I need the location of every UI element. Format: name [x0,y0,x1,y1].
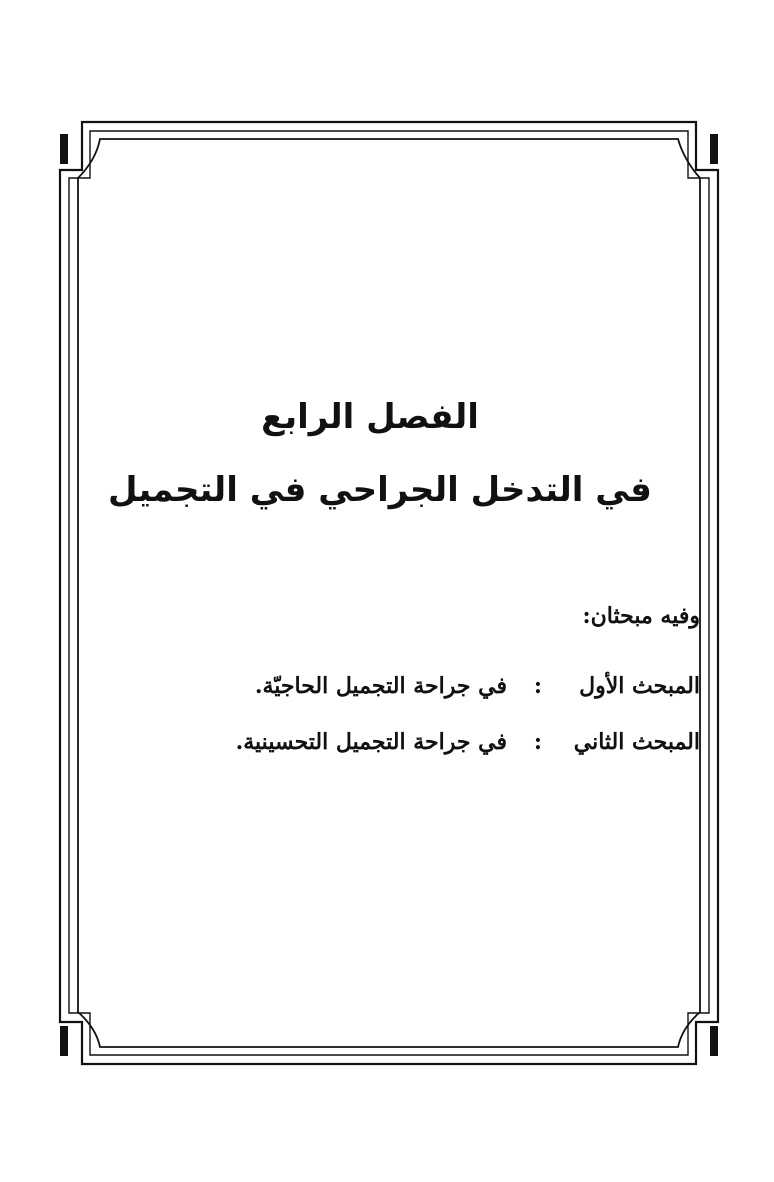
chapter-title: الفصل الرابع [261,397,479,437]
section-item-first [100,664,700,708]
sections-intro: وفيه مبحثان: [582,603,700,629]
chapter-content [100,0,700,1182]
chapter-subtitle: في التدخل الجراحي في التجميل [108,470,652,510]
section-separator: : [533,729,542,755]
section-separator: : [533,673,542,699]
section-title: في جراحة التجميل الحاجيّة. [254,673,507,699]
section-item-second [100,720,700,764]
section-title: في جراحة التجميل التحسينية. [235,729,507,755]
section-label: المبحث الثاني [573,729,700,755]
section-label: المبحث الأول [579,673,700,699]
